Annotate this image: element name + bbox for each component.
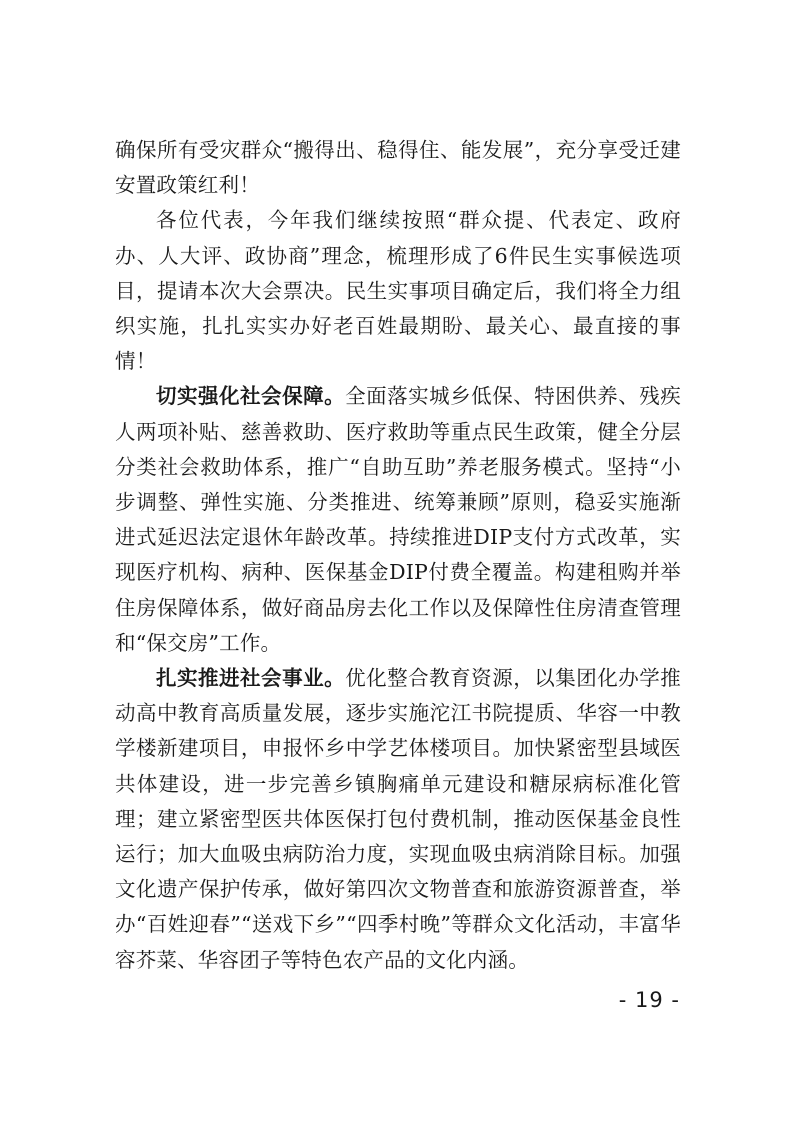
paragraph-social-undertakings: [115, 661, 681, 978]
paragraph-lead-heading: 切实强化社会保障。: [156, 384, 346, 409]
paragraph-continuation: [115, 133, 681, 203]
body-text: [115, 133, 681, 978]
paragraph-text: 优化整合教育资源，以集团化办学推动高中教育高质量发展，逐步实施沱江书院提质、华容一中教学楼新建项目，申报怀乡中学艺体楼项目。加快紧密型县域医共体建设，进一步完善乡镇胸痛单元建设和糖尿病标准化管理；建立紧密型医共体医保打包付费机制，推动医保基金良性运行；加大血吸虫病防治力度，实现血吸虫病消除目标。加强文化遗产保护传承，做好第四次文物普查和旅游资源普查，举办“百姓迎春”“送戏下乡”“四季村晚”等群众文化活动，丰富华容芥菜、华容团子等特色农产品的文化内涵。: [115, 666, 681, 972]
paragraph-livelihood-projects: [115, 203, 681, 379]
paragraph-text: 各位代表，今年我们继续按照“群众提、代表定、政府办、人大评、政协商”理念，梳理形成了6件民生实事候选项目，提请本次大会票决。民生实事项目确定后，我们将全力组织实施，扎扎实实办好老百姓最期盼、最关心、最直接的事情！: [115, 208, 681, 374]
page-number: - 19 -: [618, 988, 680, 1012]
paragraph-text: 确保所有受灾群众“搬得出、稳得住、能发展”，充分享受迁建安置政策红利！: [115, 138, 681, 198]
paragraph-lead-heading: 扎实推进社会事业。: [156, 666, 346, 691]
paragraph-social-security: [115, 379, 681, 661]
paragraph-text: 全面落实城乡低保、特困供养、残疾人两项补贴、慈善救助、医疗救助等重点民生政策，健全分层分类社会救助体系，推广“自助互助”养老服务模式。坚持“小步调整、弹性实施、分类推进、统筹兼顾”原则，稳妥实施渐进式延迟法定退休年龄改革。持续推进DIP支付方式改革，实现医疗机构、病种、医保基金DIP付费全覆盖。构建租购并举住房保障体系，做好商品房去化工作以及保障性住房清查管理和“保交房”工作。: [115, 384, 681, 655]
